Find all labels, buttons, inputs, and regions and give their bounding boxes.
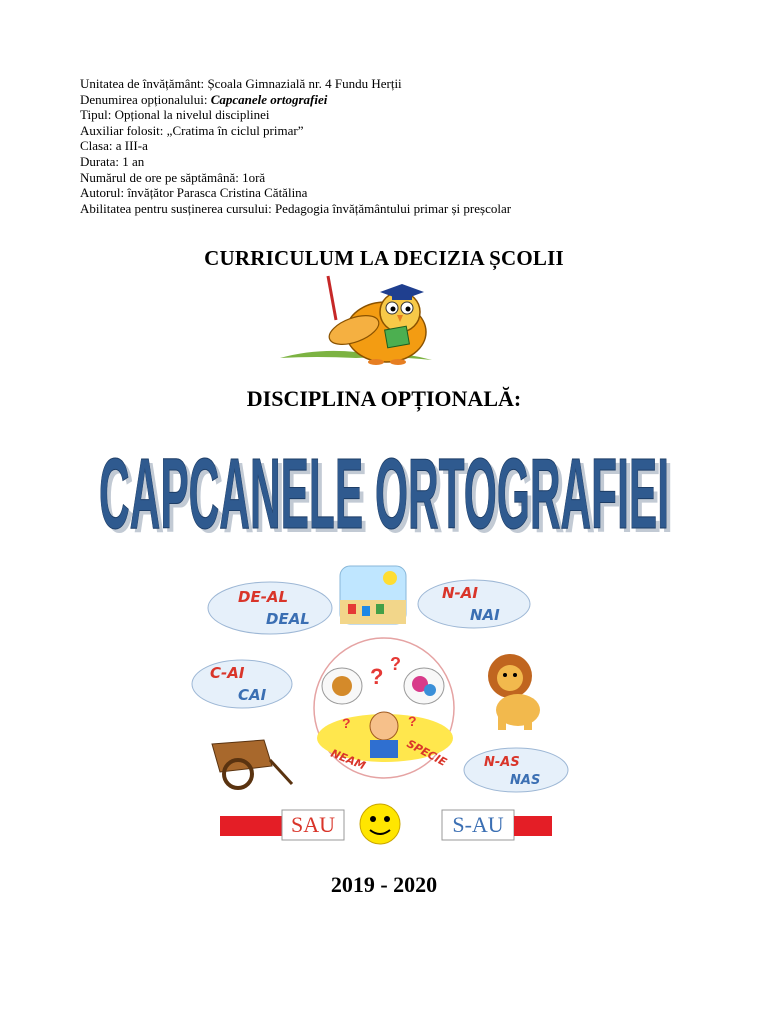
- owl-teacher-illustration: [276, 270, 436, 375]
- svg-text:NEAM: NEAM: [328, 746, 368, 773]
- cloud-n-ai: [418, 580, 530, 628]
- svg-text:?: ?: [390, 654, 401, 674]
- meta-hours: Numărul de ore pe săptămână: 1oră: [80, 169, 266, 185]
- svg-text:SPECIE: SPECIE: [404, 737, 449, 769]
- course-title-wordart: [90, 416, 680, 546]
- meta-duration: Durata: 1 an: [80, 153, 145, 169]
- meta-unit: Unitatea de învățământ: Școala Gimnazială nr. 4 Fundu Herții: [80, 76, 402, 91]
- svg-text:CAI: CAI: [238, 686, 267, 704]
- svg-text:DEAL: DEAL: [266, 610, 310, 628]
- cloud-c-ai: [192, 660, 292, 708]
- title-text: CAPCANELE ORTOGRAFIEI: [99, 438, 669, 546]
- svg-text:DE-AL: DE-AL: [238, 588, 289, 606]
- lion-picture: [488, 654, 540, 730]
- meta-aux: Auxiliar folosit: „Cratima în ciclul primar”: [80, 122, 304, 138]
- title-shadow: CAPCANELE ORTOGRAFIEI: [103, 442, 673, 546]
- orthography-collage: [180, 560, 580, 870]
- meta-qualification: Abilitatea pentru susținerea cursului: Pedagogia învățământului primar și preșcolar: [80, 200, 512, 216]
- svg-text:?: ?: [408, 713, 417, 729]
- svg-text:SAU: SAU: [290, 812, 336, 837]
- optional-discipline-heading: DISCIPLINA OPȚIONALĂ:: [246, 386, 522, 411]
- cloud-de-al: [208, 582, 332, 634]
- curriculum-heading: CURRICULUM LA DECIZIA ȘCOLII: [204, 246, 564, 270]
- svg-text:NAS: NAS: [510, 773, 541, 788]
- meta-author: Autorul: învățător Parasca Cristina Cătălina: [80, 185, 308, 201]
- svg-text:?: ?: [370, 664, 384, 689]
- svg-text:NAI: NAI: [470, 606, 500, 624]
- meta-type: Tipul: Opțional la nivelul disciplinei: [80, 107, 270, 123]
- svg-text:S-AU: S-AU: [452, 812, 504, 837]
- svg-text:?: ?: [342, 715, 351, 731]
- course-metadata: [80, 76, 511, 216]
- svg-text:N-AS: N-AS: [484, 755, 520, 770]
- svg-text:C-AI: C-AI: [210, 664, 245, 682]
- beach-picture: [340, 566, 406, 624]
- meta-name: Denumirea opționalului: Capcanele ortografiei: [80, 91, 328, 107]
- center-circle: [314, 638, 454, 778]
- meta-class: Clasa: a III-a: [80, 138, 148, 154]
- svg-text:N-AI: N-AI: [442, 584, 478, 602]
- school-year: 2019 - 2020: [330, 872, 438, 897]
- sau-band: [220, 804, 552, 844]
- cart-picture: [212, 740, 292, 788]
- cloud-n-as: [464, 748, 568, 792]
